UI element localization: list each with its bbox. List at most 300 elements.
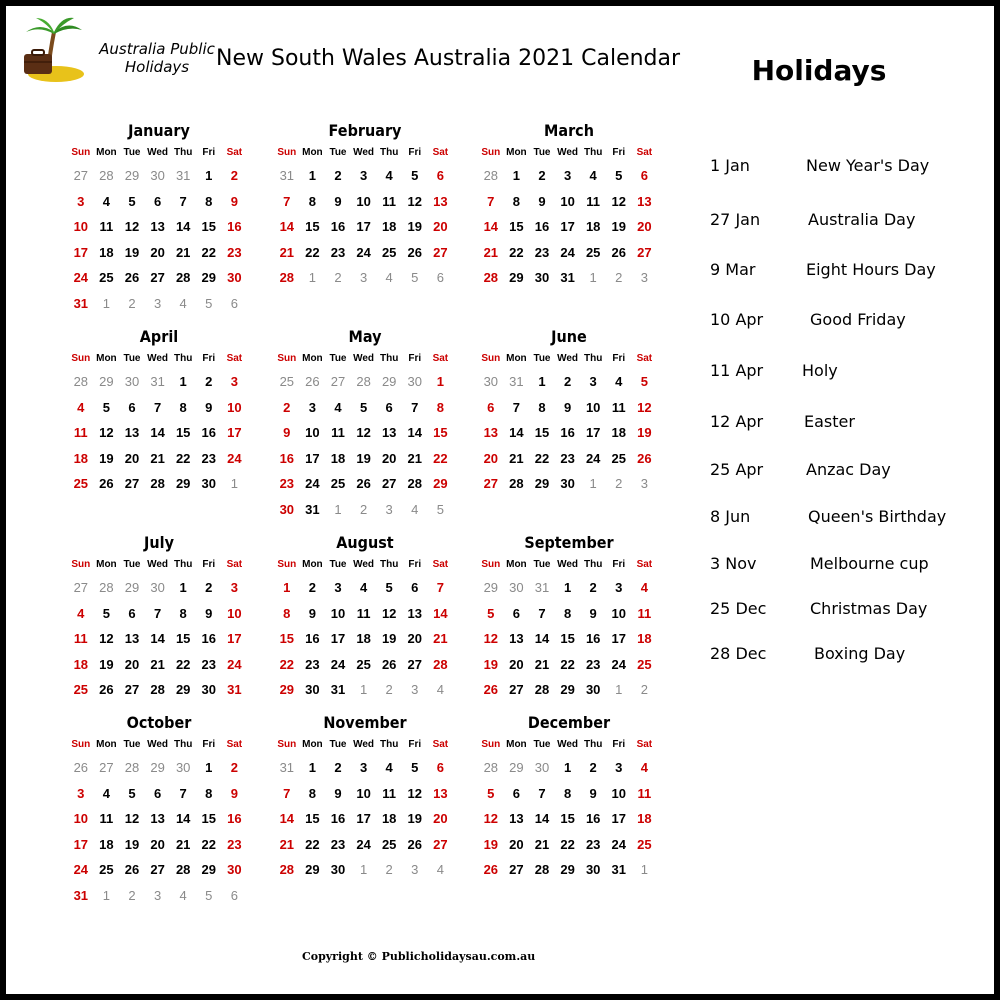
day-cell: 20 xyxy=(124,656,140,672)
day-cell: 21 xyxy=(407,450,422,466)
month-june xyxy=(478,326,660,497)
day-cell: 25 xyxy=(381,836,397,852)
weekday-header: Wed xyxy=(557,739,579,750)
month-september xyxy=(478,532,660,703)
day-cell: 27 xyxy=(99,760,114,775)
day-cell: 6 xyxy=(512,605,520,621)
month-name: August xyxy=(336,533,394,552)
month-name: April xyxy=(139,327,179,346)
holiday-name: Good Friday xyxy=(810,310,906,329)
weekday-header: Sun xyxy=(481,353,501,364)
day-cell: 13 xyxy=(124,631,140,647)
weekday-header: Sun xyxy=(71,147,91,158)
day-cell: 7 xyxy=(538,605,546,621)
day-cell: 24 xyxy=(585,450,601,466)
day-cell: 27 xyxy=(330,374,346,389)
day-cell: 7 xyxy=(179,193,187,209)
day-cell: 22 xyxy=(560,836,575,852)
weekday-header: Wed xyxy=(147,147,169,158)
day-cell: 8 xyxy=(436,399,444,415)
weekday-header: Mon xyxy=(302,353,323,364)
day-cell: 8 xyxy=(308,785,316,801)
weekday-header: Fri xyxy=(202,739,216,750)
day-cell: 10 xyxy=(560,193,575,209)
day-cell: 19 xyxy=(611,219,626,235)
day-cell: 7 xyxy=(487,193,495,209)
day-cell: 2 xyxy=(205,580,213,595)
day-cell: 25 xyxy=(585,244,601,260)
weekday-header: Sun xyxy=(71,353,91,364)
day-cell: 17 xyxy=(227,631,242,647)
day-cell: 17 xyxy=(585,425,601,441)
day-cell: 29 xyxy=(175,682,191,698)
day-cell: 14 xyxy=(534,631,550,647)
day-cell: 2 xyxy=(640,682,648,698)
day-cell: 12 xyxy=(483,631,499,647)
day-cell: 19 xyxy=(483,656,499,672)
day-cell: 24 xyxy=(305,476,320,492)
day-cell: 26 xyxy=(99,476,114,492)
day-cell: 3 xyxy=(640,476,648,492)
day-cell: 11 xyxy=(73,425,88,441)
day-cell: 13 xyxy=(150,219,165,235)
day-cell: 2 xyxy=(589,760,597,775)
day-cell: 28 xyxy=(356,374,371,389)
day-cell: 19 xyxy=(124,244,140,260)
month-day-grid xyxy=(274,735,456,883)
day-cell: 14 xyxy=(150,425,165,441)
day-cell: 28 xyxy=(534,682,550,698)
day-cell: 9 xyxy=(230,785,238,801)
day-cell: 25 xyxy=(637,836,652,852)
day-cell: 14 xyxy=(407,425,422,441)
day-cell: 16 xyxy=(330,219,346,235)
day-cell: 13 xyxy=(407,605,422,621)
day-cell: 7 xyxy=(283,193,291,209)
day-cell: 2 xyxy=(615,270,623,286)
day-cell: 7 xyxy=(411,399,419,415)
day-cell: 16 xyxy=(227,811,242,827)
day-cell: 5 xyxy=(102,399,110,415)
day-cell: 30 xyxy=(560,476,575,492)
month-february xyxy=(274,120,456,291)
day-cell: 21 xyxy=(509,450,524,466)
day-cell: 20 xyxy=(150,244,165,260)
day-cell: 22 xyxy=(534,450,550,466)
day-cell: 10 xyxy=(611,785,626,801)
day-cell: 26 xyxy=(483,682,499,698)
day-cell: 15 xyxy=(201,219,216,235)
month-name: May xyxy=(348,327,382,346)
day-cell: 12 xyxy=(124,811,140,827)
day-cell: 26 xyxy=(483,862,499,878)
day-cell: 25 xyxy=(279,374,295,389)
day-cell: 29 xyxy=(124,168,140,183)
weekday-header: Sat xyxy=(226,739,243,750)
day-cell: 17 xyxy=(330,631,346,647)
day-cell: 3 xyxy=(77,785,85,801)
day-cell: 14 xyxy=(483,219,499,235)
day-cell: 1 xyxy=(308,168,316,183)
weekday-header: Thu xyxy=(584,739,603,750)
day-cell: 9 xyxy=(589,785,597,801)
day-cell: 23 xyxy=(330,836,346,852)
day-cell: 7 xyxy=(283,785,291,801)
day-cell: 21 xyxy=(279,244,295,260)
day-cell: 30 xyxy=(201,682,216,698)
weekday-header: Tue xyxy=(123,559,141,570)
month-day-grid xyxy=(478,143,660,291)
day-cell: 28 xyxy=(150,682,165,698)
day-cell: 25 xyxy=(637,656,652,672)
day-cell: 21 xyxy=(433,631,448,647)
day-cell: 29 xyxy=(201,270,216,286)
weekday-header: Sat xyxy=(432,559,449,570)
day-cell: 3 xyxy=(308,399,316,415)
weekday-header: Fri xyxy=(408,559,422,570)
day-cell: 8 xyxy=(179,399,187,415)
holiday-row xyxy=(706,554,996,576)
month-name: November xyxy=(323,713,407,732)
month-july xyxy=(68,532,250,703)
day-cell: 6 xyxy=(640,168,648,183)
day-cell: 1 xyxy=(102,887,110,903)
day-cell: 13 xyxy=(124,425,140,441)
day-cell: 3 xyxy=(230,374,238,389)
day-cell: 31 xyxy=(305,501,320,517)
weekday-header: Sat xyxy=(432,147,449,158)
weekday-header: Mon xyxy=(506,559,527,570)
holiday-row xyxy=(706,310,996,332)
day-cell: 11 xyxy=(99,219,114,235)
month-april xyxy=(68,326,250,497)
day-cell: 1 xyxy=(308,760,316,775)
day-cell: 4 xyxy=(589,168,597,183)
holiday-date: 11 Apr xyxy=(710,361,764,380)
day-cell: 13 xyxy=(483,425,499,441)
day-cell: 29 xyxy=(560,682,575,698)
day-cell: 9 xyxy=(205,399,213,415)
holiday-name: Eight Hours Day xyxy=(806,260,936,279)
day-cell: 6 xyxy=(411,580,419,595)
day-cell: 9 xyxy=(334,193,342,209)
day-cell: 7 xyxy=(538,785,546,801)
day-cell: 20 xyxy=(433,219,448,235)
holiday-date: 1 Jan xyxy=(710,156,750,175)
weekday-header: Thu xyxy=(584,559,603,570)
day-cell: 14 xyxy=(175,811,191,827)
day-cell: 18 xyxy=(611,425,626,441)
day-cell: 6 xyxy=(487,399,495,415)
holiday-row xyxy=(706,460,996,482)
month-day-grid xyxy=(478,349,660,497)
day-cell: 2 xyxy=(385,862,393,878)
day-cell: 11 xyxy=(99,811,114,827)
day-cell: 1 xyxy=(179,374,187,389)
day-cell: 20 xyxy=(150,836,165,852)
day-cell: 3 xyxy=(153,887,162,903)
day-cell: 6 xyxy=(128,605,136,621)
day-cell: 19 xyxy=(407,219,422,235)
day-cell: 5 xyxy=(411,760,419,775)
day-cell: 4 xyxy=(640,580,648,595)
holiday-row xyxy=(706,507,996,529)
weekday-header: Sun xyxy=(277,147,297,158)
day-cell: 26 xyxy=(99,682,114,698)
month-day-grid xyxy=(68,555,250,703)
day-cell: 17 xyxy=(611,811,626,827)
day-cell: 14 xyxy=(433,605,448,621)
day-cell: 31 xyxy=(150,374,165,389)
day-cell: 22 xyxy=(175,450,191,466)
weekday-header: Thu xyxy=(174,353,193,364)
day-cell: 28 xyxy=(99,580,114,595)
day-cell: 1 xyxy=(589,476,597,492)
day-cell: 30 xyxy=(483,374,499,389)
month-march xyxy=(478,120,660,291)
day-cell: 24 xyxy=(330,656,346,672)
day-cell: 8 xyxy=(538,399,546,415)
day-cell: 17 xyxy=(356,811,371,827)
day-cell: 21 xyxy=(175,244,191,260)
day-cell: 19 xyxy=(99,656,114,672)
day-cell: 24 xyxy=(560,244,575,260)
weekday-header: Fri xyxy=(202,559,216,570)
month-october xyxy=(68,712,250,909)
weekday-header: Tue xyxy=(329,147,347,158)
month-name: October xyxy=(126,713,192,732)
day-cell: 23 xyxy=(560,450,575,466)
day-cell: 18 xyxy=(99,836,114,852)
day-cell: 25 xyxy=(99,862,114,878)
month-day-grid xyxy=(478,735,660,883)
day-cell: 30 xyxy=(227,270,242,286)
day-cell: 3 xyxy=(230,580,238,595)
day-cell: 18 xyxy=(330,450,346,466)
day-cell: 5 xyxy=(487,785,495,801)
day-cell: 12 xyxy=(483,811,499,827)
weekday-header: Sat xyxy=(226,353,243,364)
day-cell: 15 xyxy=(534,425,550,441)
month-name: February xyxy=(328,121,402,140)
day-cell: 5 xyxy=(385,580,393,595)
month-may xyxy=(274,326,456,523)
day-cell: 17 xyxy=(560,219,575,235)
day-cell: 22 xyxy=(305,244,320,260)
weekday-header: Mon xyxy=(506,353,527,364)
day-cell: 6 xyxy=(153,785,162,801)
day-cell: 1 xyxy=(615,682,623,698)
holiday-name: Holy xyxy=(802,361,838,380)
day-cell: 3 xyxy=(77,193,85,209)
day-cell: 28 xyxy=(150,476,165,492)
day-cell: 15 xyxy=(175,425,191,441)
day-cell: 15 xyxy=(279,631,295,647)
day-cell: 25 xyxy=(73,682,89,698)
day-cell: 21 xyxy=(279,836,295,852)
day-cell: 5 xyxy=(615,168,623,183)
day-cell: 28 xyxy=(175,270,191,286)
day-cell: 27 xyxy=(483,476,499,492)
month-day-grid xyxy=(68,735,250,909)
holiday-row xyxy=(706,644,996,666)
weekday-header: Mon xyxy=(302,559,323,570)
day-cell: 12 xyxy=(611,193,626,209)
day-cell: 30 xyxy=(585,682,601,698)
day-cell: 6 xyxy=(230,887,238,903)
day-cell: 17 xyxy=(305,450,320,466)
day-cell: 30 xyxy=(279,501,295,517)
month-day-grid xyxy=(478,555,660,703)
month-day-grid xyxy=(68,143,250,317)
day-cell: 15 xyxy=(560,631,575,647)
day-cell: 28 xyxy=(99,168,114,183)
holiday-name: Easter xyxy=(804,412,855,431)
weekday-header: Mon xyxy=(506,147,527,158)
weekday-header: Sun xyxy=(277,559,297,570)
weekday-header: Thu xyxy=(380,559,399,570)
month-day-grid xyxy=(274,349,456,523)
day-cell: 6 xyxy=(436,168,444,183)
day-cell: 21 xyxy=(175,836,191,852)
day-cell: 1 xyxy=(205,168,213,183)
holiday-date: 27 Jan xyxy=(710,210,761,229)
day-cell: 30 xyxy=(175,760,191,775)
day-cell: 17 xyxy=(73,244,89,260)
day-cell: 27 xyxy=(407,656,422,672)
day-cell: 29 xyxy=(381,374,397,389)
day-cell: 27 xyxy=(637,244,652,260)
day-cell: 16 xyxy=(585,631,601,647)
day-cell: 4 xyxy=(436,682,444,698)
day-cell: 5 xyxy=(411,270,419,286)
day-cell: 26 xyxy=(124,862,140,878)
day-cell: 3 xyxy=(153,295,162,311)
day-cell: 31 xyxy=(279,760,295,775)
month-name: December xyxy=(527,713,611,732)
day-cell: 2 xyxy=(230,168,238,183)
day-cell: 24 xyxy=(73,862,89,878)
day-cell: 7 xyxy=(436,580,444,595)
day-cell: 10 xyxy=(330,605,346,621)
day-cell: 1 xyxy=(640,862,648,878)
weekday-header: Sat xyxy=(432,739,449,750)
day-cell: 6 xyxy=(153,193,162,209)
holidays-title: Holidays xyxy=(751,54,887,87)
day-cell: 3 xyxy=(615,580,623,595)
day-cell: 27 xyxy=(73,168,89,183)
day-cell: 4 xyxy=(77,399,85,415)
day-cell: 10 xyxy=(585,399,601,415)
day-cell: 29 xyxy=(175,476,191,492)
day-cell: 11 xyxy=(331,425,345,441)
day-cell: 16 xyxy=(585,811,601,827)
day-cell: 5 xyxy=(436,501,444,517)
holiday-name: New Year's Day xyxy=(806,156,930,175)
day-cell: 28 xyxy=(483,270,499,286)
weekday-header: Tue xyxy=(533,353,551,364)
day-cell: 23 xyxy=(585,656,601,672)
day-cell: 2 xyxy=(385,682,393,698)
day-cell: 20 xyxy=(124,450,140,466)
day-cell: 22 xyxy=(279,656,295,672)
day-cell: 3 xyxy=(640,270,648,286)
weekday-header: Tue xyxy=(533,739,551,750)
weekday-header: Wed xyxy=(557,559,579,570)
day-cell: 23 xyxy=(201,450,216,466)
day-cell: 18 xyxy=(381,811,397,827)
day-cell: 11 xyxy=(382,193,397,209)
logo xyxy=(18,14,218,84)
day-cell: 4 xyxy=(179,295,187,311)
day-cell: 8 xyxy=(179,605,187,621)
day-cell: 4 xyxy=(334,399,342,415)
day-cell: 21 xyxy=(534,836,550,852)
day-cell: 23 xyxy=(330,244,346,260)
day-cell: 29 xyxy=(99,374,114,389)
weekday-header: Sun xyxy=(481,559,501,570)
day-cell: 1 xyxy=(589,270,597,286)
day-cell: 24 xyxy=(611,656,626,672)
day-cell: 29 xyxy=(305,862,320,878)
day-cell: 29 xyxy=(279,682,295,698)
day-cell: 6 xyxy=(128,399,136,415)
day-cell: 1 xyxy=(359,682,368,698)
day-cell: 28 xyxy=(509,476,524,492)
day-cell: 4 xyxy=(411,501,419,517)
day-cell: 15 xyxy=(175,631,191,647)
day-cell: 19 xyxy=(124,836,140,852)
holiday-name: Melbourne cup xyxy=(810,554,929,573)
day-cell: 26 xyxy=(305,374,320,389)
day-cell: 3 xyxy=(385,501,393,517)
day-cell: 5 xyxy=(102,605,110,621)
day-cell: 23 xyxy=(534,244,550,260)
day-cell: 1 xyxy=(538,374,546,389)
day-cell: 30 xyxy=(201,476,216,492)
weekday-header: Sat xyxy=(432,353,449,364)
weekday-header: Mon xyxy=(506,739,527,750)
day-cell: 28 xyxy=(175,862,191,878)
day-cell: 30 xyxy=(330,862,346,878)
weekday-header: Tue xyxy=(329,739,347,750)
holiday-date: 12 Apr xyxy=(710,412,764,431)
weekday-header: Sun xyxy=(71,559,91,570)
month-december xyxy=(478,712,660,883)
day-cell: 20 xyxy=(637,219,652,235)
day-cell: 2 xyxy=(359,501,368,517)
day-cell: 29 xyxy=(483,580,499,595)
day-cell: 20 xyxy=(407,631,422,647)
day-cell: 2 xyxy=(589,580,597,595)
day-cell: 24 xyxy=(611,836,626,852)
month-day-grid xyxy=(274,555,456,703)
day-cell: 19 xyxy=(356,450,371,466)
weekday-header: Wed xyxy=(557,353,579,364)
day-cell: 1 xyxy=(436,374,444,389)
day-cell: 14 xyxy=(509,425,524,441)
weekday-header: Wed xyxy=(147,353,169,364)
day-cell: 5 xyxy=(487,605,495,621)
day-cell: 12 xyxy=(407,193,422,209)
day-cell: 11 xyxy=(73,631,88,647)
day-cell: 17 xyxy=(356,219,371,235)
day-cell: 23 xyxy=(227,836,242,852)
weekday-header: Thu xyxy=(380,739,399,750)
day-cell: 1 xyxy=(283,580,291,595)
day-cell: 21 xyxy=(150,656,165,672)
holiday-date: 8 Jun xyxy=(710,507,751,526)
